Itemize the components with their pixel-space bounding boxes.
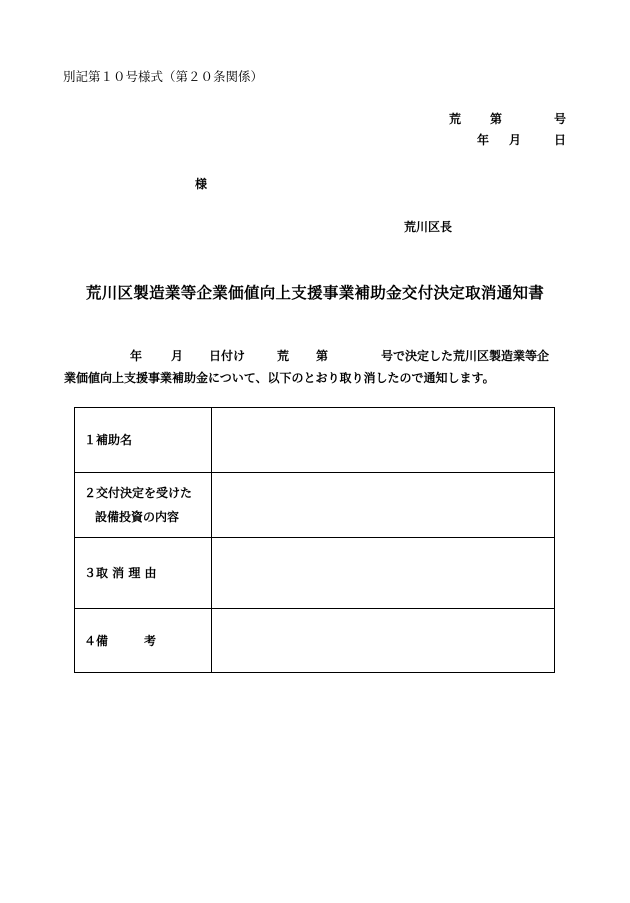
body-year: 年 <box>130 349 143 363</box>
recipient-honorific: 様 <box>195 177 208 191</box>
row-value-subsidy-name <box>212 408 555 473</box>
doc-number-dai: 第 <box>490 112 503 126</box>
body-dai: 第 <box>316 349 329 363</box>
sender-name: 荒川区長 <box>404 220 453 234</box>
body-month: 月 <box>171 349 184 363</box>
row-label-subsidy-name <box>75 408 212 473</box>
doc-number-prefix: 荒 <box>449 112 462 126</box>
label-line: ２交付決定を受けた <box>84 486 193 500</box>
label-line: 設備投資の内容 <box>95 510 180 524</box>
row-label-remarks <box>75 609 212 673</box>
row-label-investment <box>75 473 212 538</box>
body-ara: 荒 <box>277 349 290 363</box>
date-day: 日 <box>554 133 567 147</box>
row-value-investment <box>212 473 555 538</box>
body-line2: 業価値向上支援事業補助金について、以下のとおり取り消したので通知します。 <box>64 371 495 385</box>
row-value-reason <box>212 538 555 609</box>
body-date-suffix: 日付け <box>209 349 246 363</box>
label-line: ４備 考 <box>84 633 157 648</box>
form-number-label: 別記第１０号様式（第２０条関係） <box>63 69 264 84</box>
doc-number-go: 号 <box>554 112 567 126</box>
info-table <box>74 407 555 673</box>
table-row <box>75 538 555 609</box>
label-line: １補助名 <box>84 433 133 447</box>
row-value-remarks <box>212 609 555 673</box>
label-line: ３取 消 理 由 <box>84 566 157 580</box>
page-title: 荒川区製造業等企業価値向上支援事業補助金交付決定取消通知書 <box>85 284 545 302</box>
table-row <box>75 609 555 673</box>
body-line1-rest: 号で決定した荒川区製造業等企 <box>381 349 550 363</box>
row-label-reason <box>75 538 212 609</box>
date-month: 月 <box>509 133 522 147</box>
date-year: 年 <box>477 133 490 147</box>
table-row <box>75 473 555 538</box>
table-row <box>75 408 555 473</box>
